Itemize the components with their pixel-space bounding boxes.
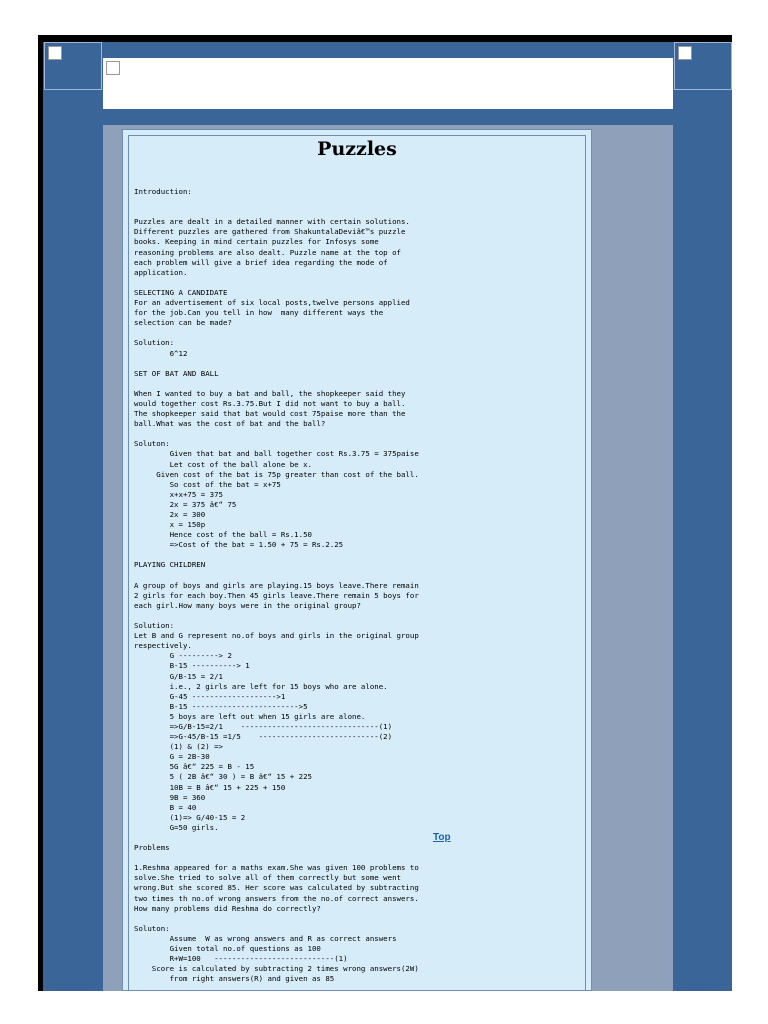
- article-line: When I wanted to buy a bat and ball, the shopkeeper said they: [134, 388, 406, 398]
- article-line: How many problems did Reshma do correctly?: [134, 903, 321, 913]
- article-line: 5 ( 2B â€“ 30 ) = B â€“ 15 + 225: [134, 772, 312, 782]
- article-line: For an advertisement of six local posts,twelve persons applied: [134, 298, 410, 308]
- article-line: 9B = 360: [134, 792, 206, 802]
- article-line: Given total no.of questions as 100: [134, 944, 321, 954]
- article-line: [134, 550, 434, 560]
- article-line: (1) & (2) =>: [134, 742, 223, 752]
- article-line: for the job.Can you tell in how many different ways the: [134, 308, 384, 318]
- article-line: Score is calculated by subtracting 2 times wrong answers(2W): [134, 964, 419, 974]
- article-line: [134, 359, 434, 369]
- article-line: each problem will give a brief idea regarding the mode of: [134, 257, 388, 267]
- article-line: [134, 278, 434, 288]
- article-line: two times th no.of wrong answers from the no.of correct answers.: [134, 893, 419, 903]
- article-line: [134, 429, 434, 439]
- left-black-bar: [38, 42, 43, 991]
- article-line: solve.She tried to solve all of them correctly but some went: [134, 873, 401, 883]
- article-line: G/B-15 = 2/1: [134, 671, 223, 681]
- article-line: =>Cost of the bat = 1.50 + 75 = Rs.2.25: [134, 540, 344, 550]
- article-line: respectively.: [134, 641, 192, 651]
- article-line: Soluton:: [134, 923, 170, 933]
- article-line: x+x+75 = 375: [134, 489, 223, 499]
- article-line: B-15 ------------------------>5: [134, 701, 308, 711]
- article-line: G ---------> 2: [134, 651, 232, 661]
- article-line: application.: [134, 267, 188, 277]
- article-line: from right answers(R) and given as 85: [134, 974, 335, 984]
- article-line: SET OF BAT AND BALL: [134, 368, 219, 378]
- article-line: Hence cost of the ball = Rs.1.50: [134, 530, 312, 540]
- article-line: [134, 611, 434, 621]
- article-body: [134, 187, 434, 984]
- article-line: 2x = 300: [134, 510, 206, 519]
- article-line: Let B and G represent no.of boys and girls in the original group: [134, 631, 419, 641]
- article-line: Assume W as wrong answers and R as correct answers: [134, 933, 397, 943]
- article-line: Different puzzles are gathered from ShakuntalaDeviâ€™s puzzle: [134, 227, 406, 237]
- article-line: Let cost of the ball alone be x.: [134, 459, 312, 469]
- article-line: each girl.How many boys were in the original group?: [134, 600, 361, 610]
- article-line: would together cost Rs.3.75.But I did not want to buy a ball.: [134, 398, 406, 408]
- article-line: [134, 571, 434, 581]
- article-line: [134, 914, 434, 924]
- article-line: G = 2B-30: [134, 752, 210, 762]
- article-line: B = 40: [134, 802, 197, 812]
- article-line: Solution:: [134, 621, 175, 631]
- article-line: [134, 833, 434, 843]
- corner-image-right: [674, 42, 732, 90]
- article-line: SELECTING A CANDIDATE: [134, 287, 228, 297]
- article-line: R+W=100 ---------------------------(1): [134, 954, 348, 964]
- article-line: selection can be made?: [134, 318, 232, 328]
- page-title: Puzzles: [317, 138, 397, 160]
- article-line: Given that bat and ball together cost Rs.3.75 = 375paise: [134, 449, 419, 459]
- article-line: Soluton:: [134, 439, 170, 449]
- top-link[interactable]: Top: [433, 832, 451, 843]
- article-line: reasoning problems are also dealt. Puzzle name at the top of: [134, 247, 401, 257]
- article-line: Introduction:: [134, 187, 192, 196]
- article-line: i.e., 2 girls are left for 15 boys who are alone.: [134, 681, 388, 691]
- broken-image-icon: [678, 46, 692, 60]
- article-line: x = 150p: [134, 520, 206, 530]
- article-line: [134, 853, 434, 863]
- article-line: =>G-45/B-15 =1/5 ---------------------------(2): [134, 732, 393, 742]
- article-line: [134, 207, 434, 217]
- article-line: Puzzles are dealt in a detailed manner with certain solutions.: [134, 217, 410, 227]
- article-line: So cost of the bat = x+75: [134, 479, 281, 489]
- article-line: 1.Reshma appeared for a maths exam.She was given 100 problems to: [134, 863, 419, 873]
- article-line: Solution:: [134, 338, 175, 348]
- article-line: 2x = 375 â€“ 75: [134, 499, 237, 509]
- article-line: The shopkeeper said that bat would cost 75paise more than the: [134, 409, 406, 419]
- article-line: [134, 197, 434, 207]
- article-line: wrong.But she scored 85. Her score was calculated by subtracting: [134, 883, 419, 893]
- top-black-bar: [38, 35, 732, 42]
- article-line: 6^12: [134, 348, 188, 358]
- article-line: G-45 ------------------->1: [134, 691, 286, 701]
- article-line: (1)=> G/40-15 = 2: [134, 812, 246, 822]
- article-line: A group of boys and girls are playing.15 boys leave.There remain: [134, 580, 419, 590]
- article-line: =>G/B-15=2/1 -------------------------------(1): [134, 721, 393, 731]
- article-line: [134, 379, 434, 389]
- corner-image-left: [44, 42, 102, 90]
- article-line: 2 girls for each boy.Then 45 girls leave.There remain 5 boys for: [134, 590, 419, 600]
- article-line: Given cost of the bat is 75p greater than cost of the ball.: [134, 469, 419, 479]
- article-line: B-15 ----------> 1: [134, 661, 250, 671]
- header-banner-image: [103, 58, 673, 109]
- article-line: PLAYING CHILDREN: [134, 560, 206, 570]
- article-line: 10B = B â€“ 15 + 225 + 150: [134, 782, 286, 792]
- broken-image-icon: [106, 61, 120, 75]
- article-line: ball.What was the cost of bat and the ball?: [134, 419, 326, 429]
- article-line: Problems: [134, 843, 170, 853]
- article-line: [134, 328, 434, 338]
- broken-image-icon: [48, 46, 62, 60]
- article-line: 5 boys are left out when 15 girls are alone.: [134, 711, 366, 721]
- article-line: G=50 girls.: [134, 822, 219, 832]
- article-line: books. Keeping in mind certain puzzles for Infosys some: [134, 237, 379, 247]
- article-line: 5G â€“ 225 = B - 15: [134, 762, 255, 772]
